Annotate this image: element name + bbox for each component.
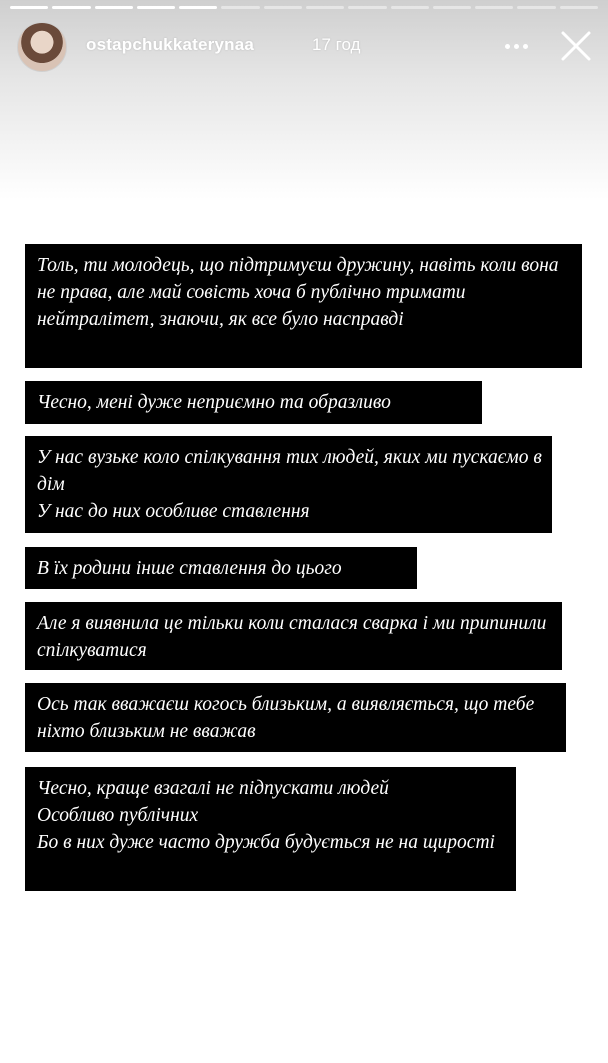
progress-segment (475, 6, 513, 9)
more-horizontal-icon[interactable] (500, 34, 532, 58)
message-block: Чесно, мені дуже неприємно та образливо (25, 381, 482, 424)
progress-segment (433, 6, 471, 9)
progress-segment (52, 6, 90, 9)
story-header (0, 20, 608, 76)
progress-segment (95, 6, 133, 9)
message-block: У нас вузьке коло спілкування тих людей, яких ми пускаємо в дім У нас до них особливе ставлення (25, 436, 552, 533)
progress-segment (221, 6, 259, 9)
progress-segment (137, 6, 175, 9)
story-progress-bar (10, 6, 598, 9)
progress-segment (517, 6, 555, 9)
close-icon[interactable] (558, 28, 594, 64)
progress-segment (560, 6, 598, 9)
message-block: Але я виявнила це тільки коли сталася сварка і ми припинили спілкуватися (25, 602, 562, 670)
progress-segment (391, 6, 429, 9)
progress-segment (348, 6, 386, 9)
message-block: Чесно, краще взагалі не підпускати людей Особливо публічних Бо в них дуже часто дружба будується не на щирості (25, 767, 516, 891)
progress-segment (179, 6, 217, 9)
post-time: 17 год (312, 35, 361, 54)
avatar[interactable] (17, 22, 67, 72)
progress-segment (306, 6, 344, 9)
progress-segment (10, 6, 48, 9)
username[interactable]: ostapchukkaterynaa (86, 35, 255, 54)
message-block: Ось так вважаєш когось близьким, а виявляється, що тебе ніхто близьким не вважав (25, 683, 566, 752)
message-block: В їх родини інше ставлення до цього (25, 547, 417, 589)
progress-segment (264, 6, 302, 9)
message-block: Толь, ти молодець, що підтримуєш дружину, навіть коли вона не права, але май совість хоча б публічно тримати нейтралітет, знаючи, як все було насправді (25, 244, 582, 368)
